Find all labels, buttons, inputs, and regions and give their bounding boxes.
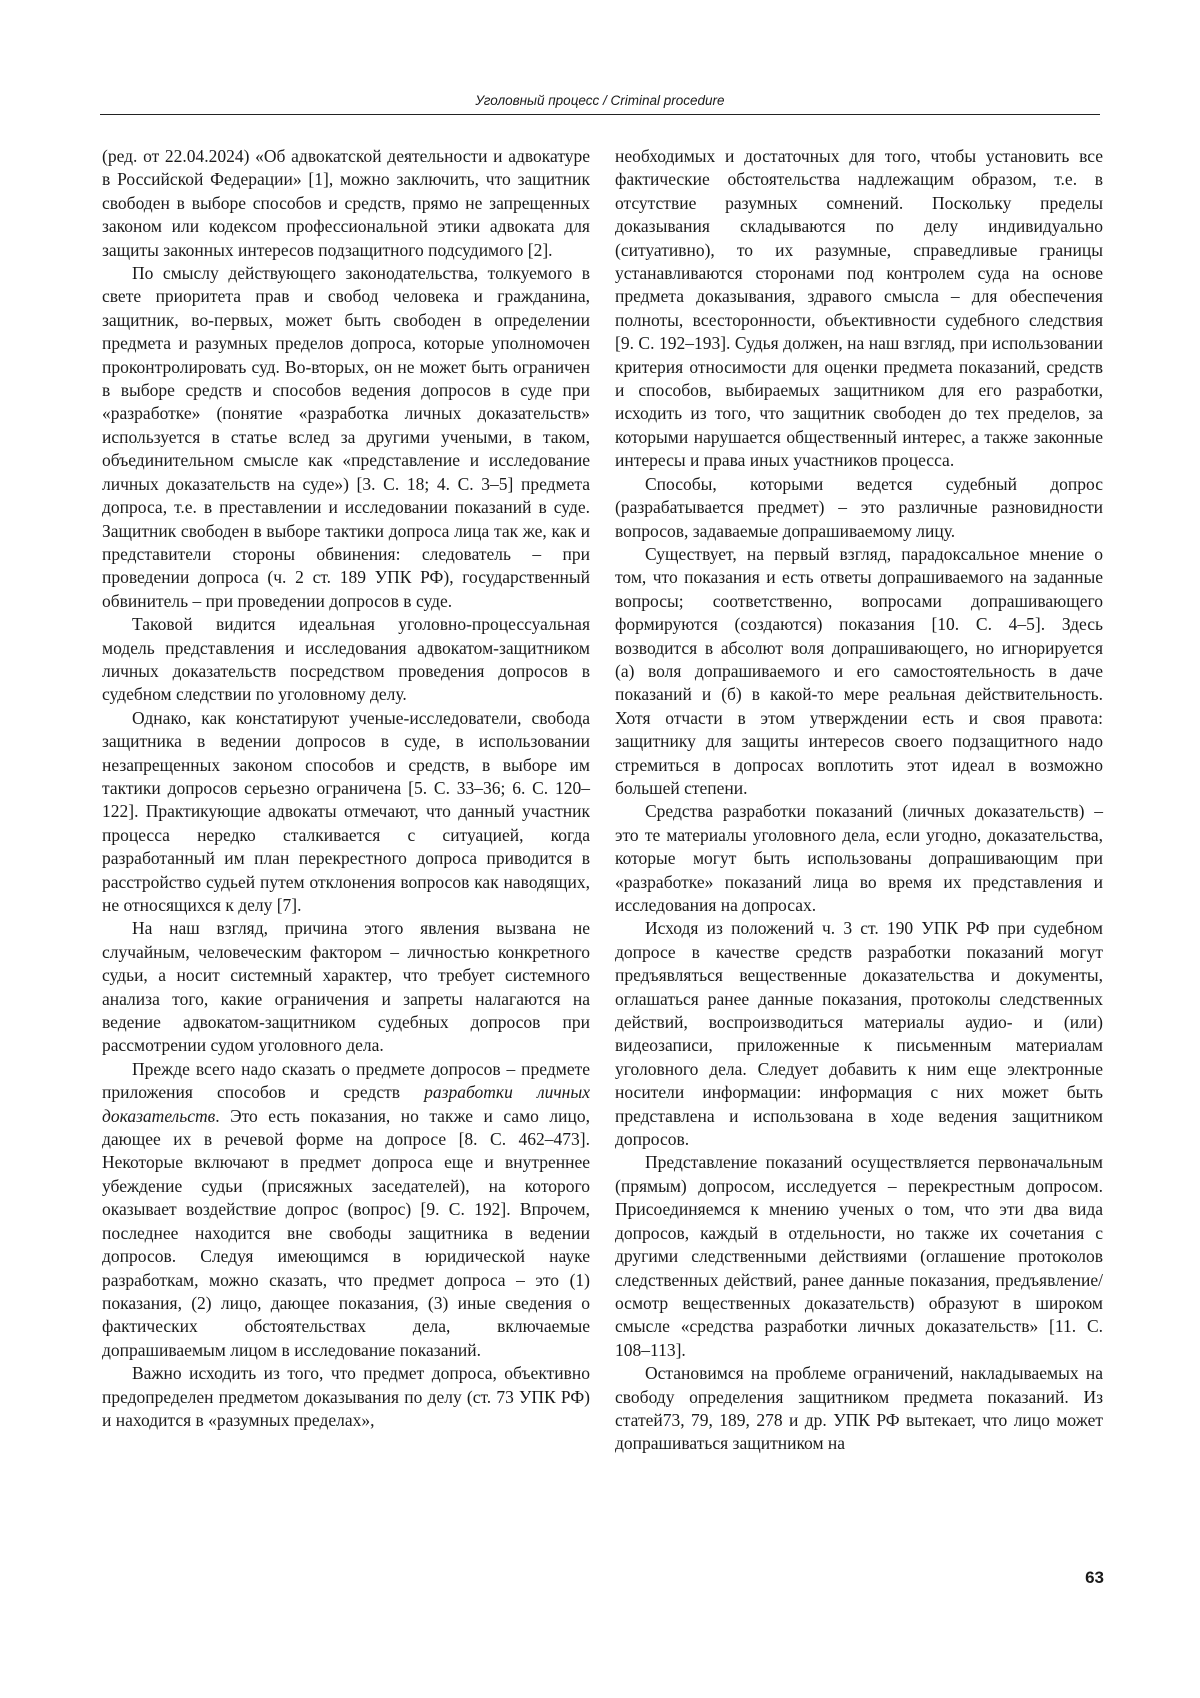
paragraph: На наш взгляд, причина этого явления вызвана не случайным, человеческим фактором – личностью конкретного судьи, а носит системный характер, что требует системного анализа того, какие ограничения и запреты налагаются на ведение адвокатом-защитником судебных допросов при рассмотрении судом уголовного дела. (102, 918, 590, 1056)
paragraph: Представление показаний осуществляется первоначальным (прямым) допросом, исследуется – перекрестным допросом. Присоединяемся к мнению ученых о том, что эти два вида допросов, каждый в отдельности, но также их сочетания с другими следственными действиями (оглашение протоколов следственных действий, ранее данные показания, предъявление/осмотр вещественных доказательств) образуют в широком смысле «средства разработки личных доказательств» [11. С. 108–113]. (615, 1152, 1103, 1360)
right-column (615, 145, 1103, 1456)
paragraph: Существует, на первый взгляд, парадоксальное мнение о том, что показания и есть ответы допрашиваемого на заданные вопросы; соответственно, вопросами допрашивающего формируются (создаются) показания [10. С. 4–5]. Здесь возводится в абсолют воля допрашивающего, но игнорируется (а) воля допрашиваемого и его самостоятельность в даче показаний и (б) в какой-то мере реальная действительность. Хотя отчасти в этом утверждении есть и своя правота: защитнику для защиты интересов своего подзащитного надо стремиться в допросах воплотить этот идеал в возможно большей степени. (615, 543, 1103, 798)
page-number: 63 (1085, 1568, 1104, 1587)
paragraph: Способы, которыми ведется судебный допрос (разрабатывается предмет) – это различные разновидности вопросов, задаваемые допрашиваемому лицу. (615, 473, 1103, 541)
paragraph: Однако, как констатируют ученые-исследователи, свобода защитника в ведении допросов в суде, в использовании незапрещенных законом способов и средств, в выборе им тактики допросов серьезно ограничена [5. С. 33–36; 6. С. 120–122]. Практикующие адвокаты отмечают, что данный участник процесса нередко сталкивается с ситуацией, когда разработанный им план перекрестного допроса приводится в расстройство судьей путем отклонения вопросов как наводящих, не относящихся к делу [7]. (102, 707, 590, 915)
paragraph: Остановимся на проблеме ограничений, накладываемых на свободу определения защитником предмета показаний. Из статей73, 79, 189, 278 и др. УПК РФ вытекает, что лицо может допрашиваться защитником на (615, 1363, 1103, 1454)
paragraph: По смыслу действующего законодательства, толкуемого в свете приоритета прав и свобод человека и гражданина, защитник, во-первых, может быть свободен в определении предмета и разумных пределов допроса, которые уполномочен проконтролировать суд. Во-вторых, он не может быть ограничен в выборе средств и способов ведения допросов в суде при «разработке» (понятие «разработка личных доказательств» используется в статье вслед за другими учеными, в таком, объединительном смысле как «представление и исследование личных доказательств на суде») [3. С. 18; 4. С. 3–5] предмета допроса, т.е. в преставлении и исследовании показаний в суде. Защитник свободен в выборе тактики допроса лица так же, как и представители стороны обвинения: следователь – при проведении допроса (ч. 2 ст. 189 УПК РФ), государственный обвинитель – при проведении допросов в суде. (102, 263, 590, 611)
paragraph: необходимых и достаточных для того, чтобы установить все фактические обстоятельства надлежащим образом, т.е. в отсутствие разумных сомнений. Поскольку пределы доказывания складываются по делу индивидуально (ситуативно), то их разумные, справедливые границы устанавливаются сторонами под контролем суда на основе предмета доказывания, здравого смысла – для обеспечения полноты, всесторонности, объективности судебного следствия [9. С. 192–193]. Судья должен, на наш взгляд, при использовании критерия относимости для оценки предмета показаний, средств и способов, выбираемых защитником для его разработки, исходить из того, что защитник свободен до тех пределов, за которыми нарушается общественный интерес, а также законные интересы и права иных участников процесса. (615, 146, 1103, 471)
paragraph: Исходя из положений ч. 3 ст. 190 УПК РФ при судебном допросе в качестве средств разработки показаний могут предъявляться вещественные доказательства и документы, оглашаться ранее данные показания, протоколы следственных действий, воспроизводиться материалы аудио- и (или) видеозаписи, приложенные к письменным материалам уголовного дела. Следует добавить к ним еще электронные носители информации: информация с них может быть представлена и использована в ходе ведения защитником допросов. (615, 918, 1103, 1150)
running-title: Уголовный процесс / Criminal procedure (475, 93, 725, 108)
paragraph: Важно исходить из того, что предмет допроса, объективно предопределен предметом доказывания по делу (ст. 73 УПК РФ) и находится в «разумных пределах», (102, 1363, 590, 1430)
paragraph-text: . Это есть показания, но также и само лицо, дающее их в речевой форме на допросе [8. С. 462–473]. Некоторые включают в предмет допроса еще и внутреннее убеждение судьи (присяжных заседателей), на которого оказывает воздействие допрос (вопрос) [9. С. 192]. Впрочем, последнее находится вне свободы защитника в ведении допросов. Следуя имеющимся в юридической науке разработкам, можно сказать, что предмет допроса – это (1) показания, (2) лицо, дающее показания, (3) иные сведения о фактических обстоятельствах дела, включаемые допрашиваемым лицом в исследование показаний. (102, 1105, 590, 1360)
left-column (102, 145, 590, 1432)
paragraph: Таковой видится идеальная уголовно-процессуальная модель представления и исследования адвокатом-защитником личных доказательств посредством проведения допросов в судебном следствии по уголовному делу. (102, 614, 590, 705)
paragraph (102, 1058, 590, 1362)
italic-term: разработки личных доказательств (102, 1082, 590, 1126)
paragraph-text: Прежде всего надо сказать о предмете допросов – предмете приложения способов и средств (102, 1058, 590, 1103)
paragraph: Средства разработки показаний (личных доказательств) – это те материалы уголовного дела, если угодно, доказательства, которые могут быть использованы допрашивающим при «разработке» показаний лица во время их представления и исследования на допросах. (615, 801, 1103, 915)
paragraph: (ред. от 22.04.2024) «Об адвокатской деятельности и адвокатуре в Российской Федерации» [1], можно заключить, что защитник свободен в выборе способов и средств, прямо не запрещенных законом или кодексом профессиональной этики адвоката для защиты законных интересов подзащитного подсудимого [2]. (102, 146, 590, 260)
running-header (100, 90, 1100, 115)
